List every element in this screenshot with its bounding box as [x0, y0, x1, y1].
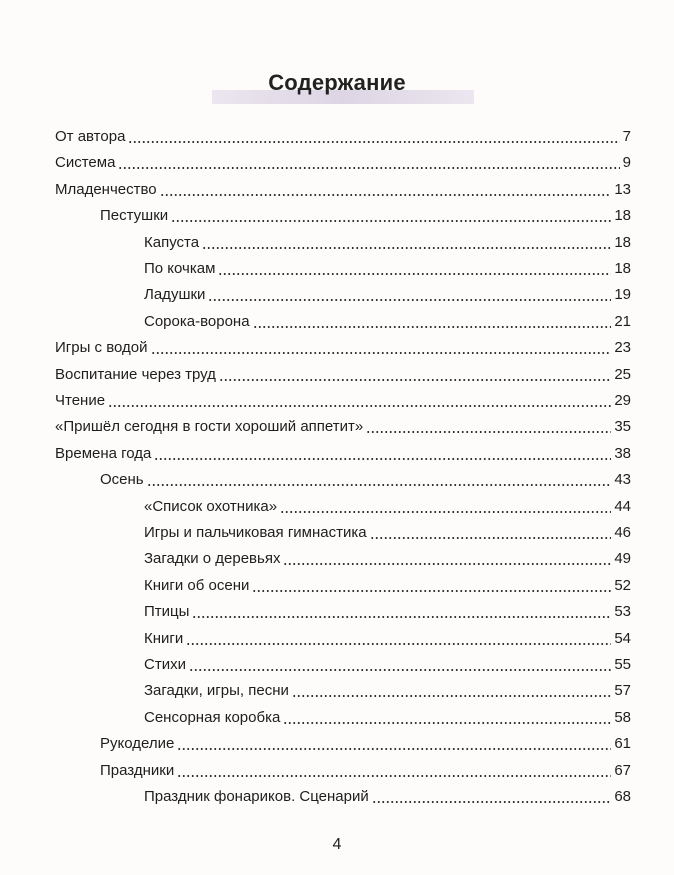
- toc-entry-label: Капуста: [144, 233, 200, 251]
- toc-entry-page: 46: [614, 524, 631, 541]
- toc-entry-label: Книги об осени: [144, 576, 250, 594]
- dot-leader: [151, 352, 612, 354]
- toc-entry: [55, 126, 631, 148]
- toc-entry-page: 44: [614, 497, 631, 515]
- toc-entry-label: Сорока-ворона: [144, 312, 250, 330]
- toc-entry-label: Рукоделие: [100, 735, 175, 753]
- toc-entry: [55, 179, 631, 201]
- toc-entry-page: 7: [622, 128, 631, 145]
- toc-entry-label: Ладушки: [144, 286, 206, 304]
- toc-entry: [144, 258, 631, 280]
- toc-entry-label: Птицы: [144, 603, 190, 621]
- dot-leader: [219, 379, 611, 381]
- dot-leader: [252, 590, 611, 592]
- toc-entry-label: Загадки, игры, песни: [144, 682, 289, 700]
- dot-leader: [128, 141, 619, 143]
- toc-entry-page: 38: [614, 444, 631, 462]
- toc-entry: [144, 548, 631, 570]
- dot-leader: [370, 537, 612, 539]
- toc-entry: [144, 232, 631, 254]
- toc-entry: [55, 443, 631, 465]
- dot-leader: [283, 563, 611, 565]
- dot-leader: [177, 748, 611, 750]
- toc-entry-page: 61: [614, 735, 631, 753]
- dot-leader: [160, 194, 612, 196]
- toc-entry-label: Загадки о деревьях: [144, 550, 281, 568]
- toc-entry: [100, 205, 631, 227]
- toc-entry: [55, 416, 631, 438]
- dot-leader: [208, 299, 611, 301]
- dot-leader: [147, 484, 612, 486]
- toc-entry: [100, 469, 631, 491]
- toc-entry-label: «Список охотника»: [144, 497, 278, 515]
- toc-entry-label: Младенчество: [55, 180, 157, 198]
- toc-entry: [55, 390, 631, 412]
- toc-entry-page: 43: [614, 471, 631, 489]
- toc-entry-page: 9: [622, 154, 631, 172]
- toc-entry: [144, 522, 631, 544]
- toc-entry-label: Система: [55, 154, 116, 172]
- dot-leader: [177, 775, 611, 777]
- toc-entry: [144, 601, 631, 623]
- dot-leader: [186, 643, 611, 645]
- dot-leader: [154, 458, 611, 460]
- dot-leader: [280, 511, 611, 513]
- toc-entry-page: 35: [614, 418, 631, 436]
- toc-entry-page: 23: [614, 339, 631, 357]
- toc-entry-page: 58: [614, 708, 631, 726]
- toc-entry: [144, 284, 631, 306]
- toc-entry: [144, 654, 631, 676]
- dot-leader: [218, 273, 611, 275]
- toc-entry-label: Сенсорная коробка: [144, 708, 281, 726]
- dot-leader: [366, 431, 611, 433]
- toc-entry: [144, 786, 631, 808]
- toc-entry-label: Праздник фонариков. Сценарий: [144, 788, 369, 805]
- toc-entry-label: Игры с водой: [55, 339, 148, 357]
- toc-entry: [144, 707, 631, 729]
- page-title: Содержание: [268, 70, 406, 95]
- toc-entry: [144, 680, 631, 702]
- toc-entry-label: Праздники: [100, 761, 175, 779]
- toc-entry-page: 18: [614, 260, 631, 277]
- dot-leader: [253, 326, 612, 328]
- toc-entry-label: От автора: [55, 128, 126, 145]
- dot-leader: [372, 801, 612, 803]
- toc-entry-label: Стихи: [144, 656, 186, 673]
- toc-entry-label: Книги: [144, 629, 184, 647]
- dot-leader: [283, 722, 611, 724]
- toc-entry-label: Игры и пальчиковая гимнастика: [144, 524, 367, 541]
- toc-entry-page: 55: [614, 656, 631, 673]
- toc-entry-page: 18: [614, 233, 631, 251]
- toc-entry-page: 18: [614, 207, 631, 225]
- toc-entry-page: 21: [614, 312, 631, 330]
- toc-entry-page: 67: [614, 761, 631, 779]
- toc-entry-label: Времена года: [55, 444, 152, 462]
- dot-leader: [108, 405, 611, 407]
- toc-entry-page: 54: [614, 629, 631, 647]
- toc-entry-page: 68: [614, 788, 631, 805]
- toc-entry-page: 25: [614, 365, 631, 383]
- page-number: 4: [332, 836, 342, 853]
- toc-entry-page: 29: [614, 392, 631, 409]
- toc-entry-page: 19: [614, 286, 631, 304]
- dot-leader: [118, 167, 619, 169]
- dot-leader: [171, 220, 611, 222]
- toc-entry: [144, 496, 631, 518]
- toc-entry: [144, 311, 631, 333]
- toc-entry-label: Воспитание через труд: [55, 365, 216, 383]
- toc-entry-label: Пестушки: [100, 207, 169, 225]
- toc-entry: [55, 337, 631, 359]
- toc-entry: [55, 152, 631, 174]
- dot-leader: [202, 247, 611, 249]
- toc-entry: [144, 575, 631, 597]
- toc-entry-page: 49: [614, 550, 631, 568]
- dot-leader: [189, 669, 611, 671]
- toc-entry-label: Осень: [100, 471, 144, 489]
- toc-entry-label: Чтение: [55, 392, 106, 409]
- toc-entry-page: 57: [614, 682, 631, 700]
- toc-entry-page: 13: [614, 180, 631, 198]
- toc-entry: [100, 760, 631, 782]
- toc-entry: [100, 733, 631, 755]
- toc-entry-page: 53: [614, 603, 631, 621]
- dot-leader: [292, 695, 611, 697]
- toc-entry-page: 52: [614, 576, 631, 594]
- toc-entry-label: «Пришёл сегодня в гости хороший аппетит»: [55, 418, 364, 436]
- toc-entry-label: По кочкам: [144, 260, 216, 277]
- toc-entry: [55, 364, 631, 386]
- dot-leader: [192, 616, 611, 618]
- toc-entry: [144, 628, 631, 650]
